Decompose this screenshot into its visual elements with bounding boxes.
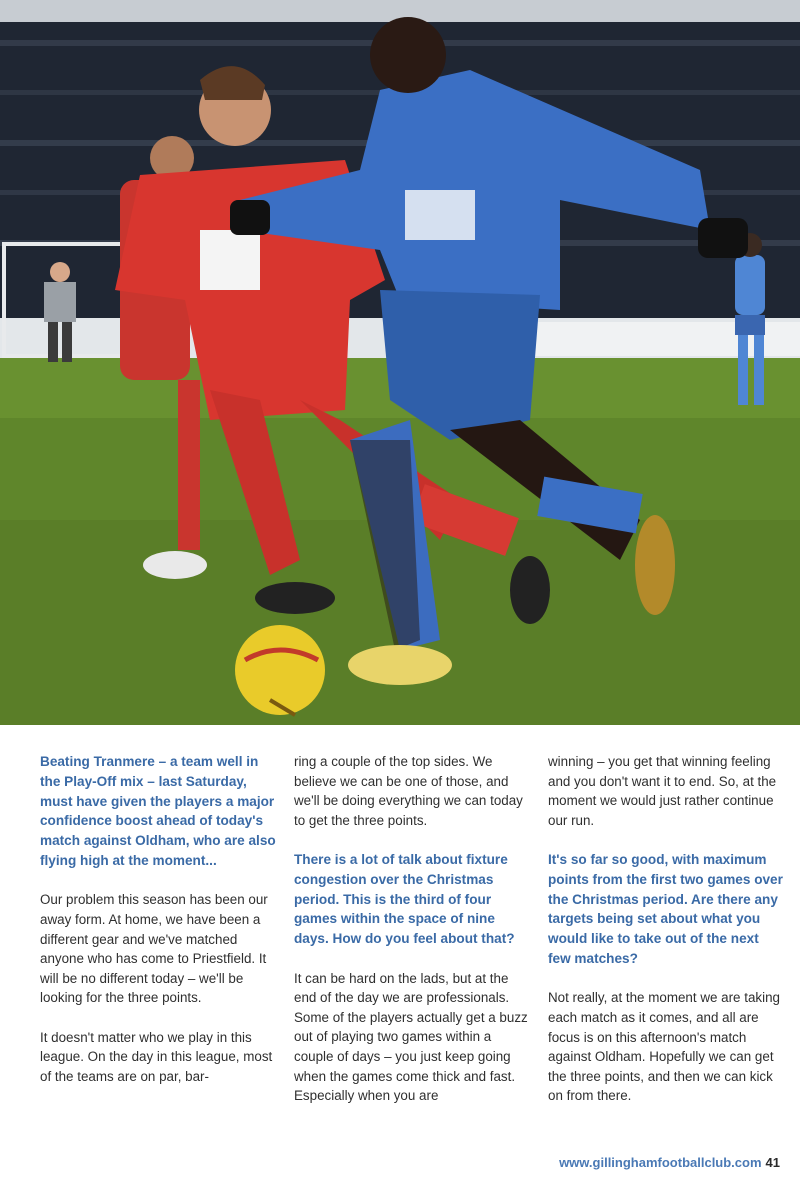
text-column-3 — [548, 752, 784, 1126]
interview-answer-2-continued: winning – you get that winning feeling and you don't want it to end. So, at the moment we would just rather continue our run. — [548, 754, 777, 828]
interview-question-2: There is a lot of talk about fixture congestion over the Christmas period. This is the third of four games within the space of nine days. How do you feel about that? — [294, 851, 515, 947]
interview-question-3: It's so far so good, with maximum points from the first two games over the Christmas period. Are there any targets being set about what you would like to take out of the next few matches? — [548, 851, 783, 966]
interview-question-1: Beating Tranmere – a team well in the Play-Off mix – last Saturday, must have given the players a major confidence boost ahead of today's match against Oldham, who are also flying high at the moment... — [40, 754, 276, 868]
interview-answer-3-paragraph-1: Not really, at the moment we are taking each match as it comes, and all are focus is on this afternoon's match against Oldham. Hopefully we can get the three points, and then we can kick on from there. — [548, 990, 780, 1104]
interview-answer-1-paragraph-1: Our problem this season has been our away form. At home, we have been a different gear and we've matched anyone who has come to Priestfield. It will be no different today – we'll be looking for the three points. — [40, 892, 268, 1006]
interview-answer-1-continued: ring a couple of the top sides. We believe we can be one of those, and we'll be doing everything we can today to get the three points. — [294, 754, 523, 828]
football — [235, 625, 325, 715]
text-column-1 — [40, 752, 276, 1106]
interview-answer-1-paragraph-2: It doesn't matter who we play in this league. On the day in this league, most of the teams are on par, bar- — [40, 1029, 273, 1084]
text-column-2 — [294, 752, 530, 1125]
website-link[interactable]: www.gillinghamfootballclub.com — [559, 1155, 762, 1170]
page-footer — [559, 1155, 780, 1170]
page-number: 41 — [765, 1155, 780, 1170]
interview-answer-2-paragraph-1: It can be hard on the lads, but at the end of the day we are professionals. Some of the players actually get a buzz out of playing two games within a couple of days – you just keep going when the games come thick and fast. Especially when you are — [294, 970, 528, 1104]
